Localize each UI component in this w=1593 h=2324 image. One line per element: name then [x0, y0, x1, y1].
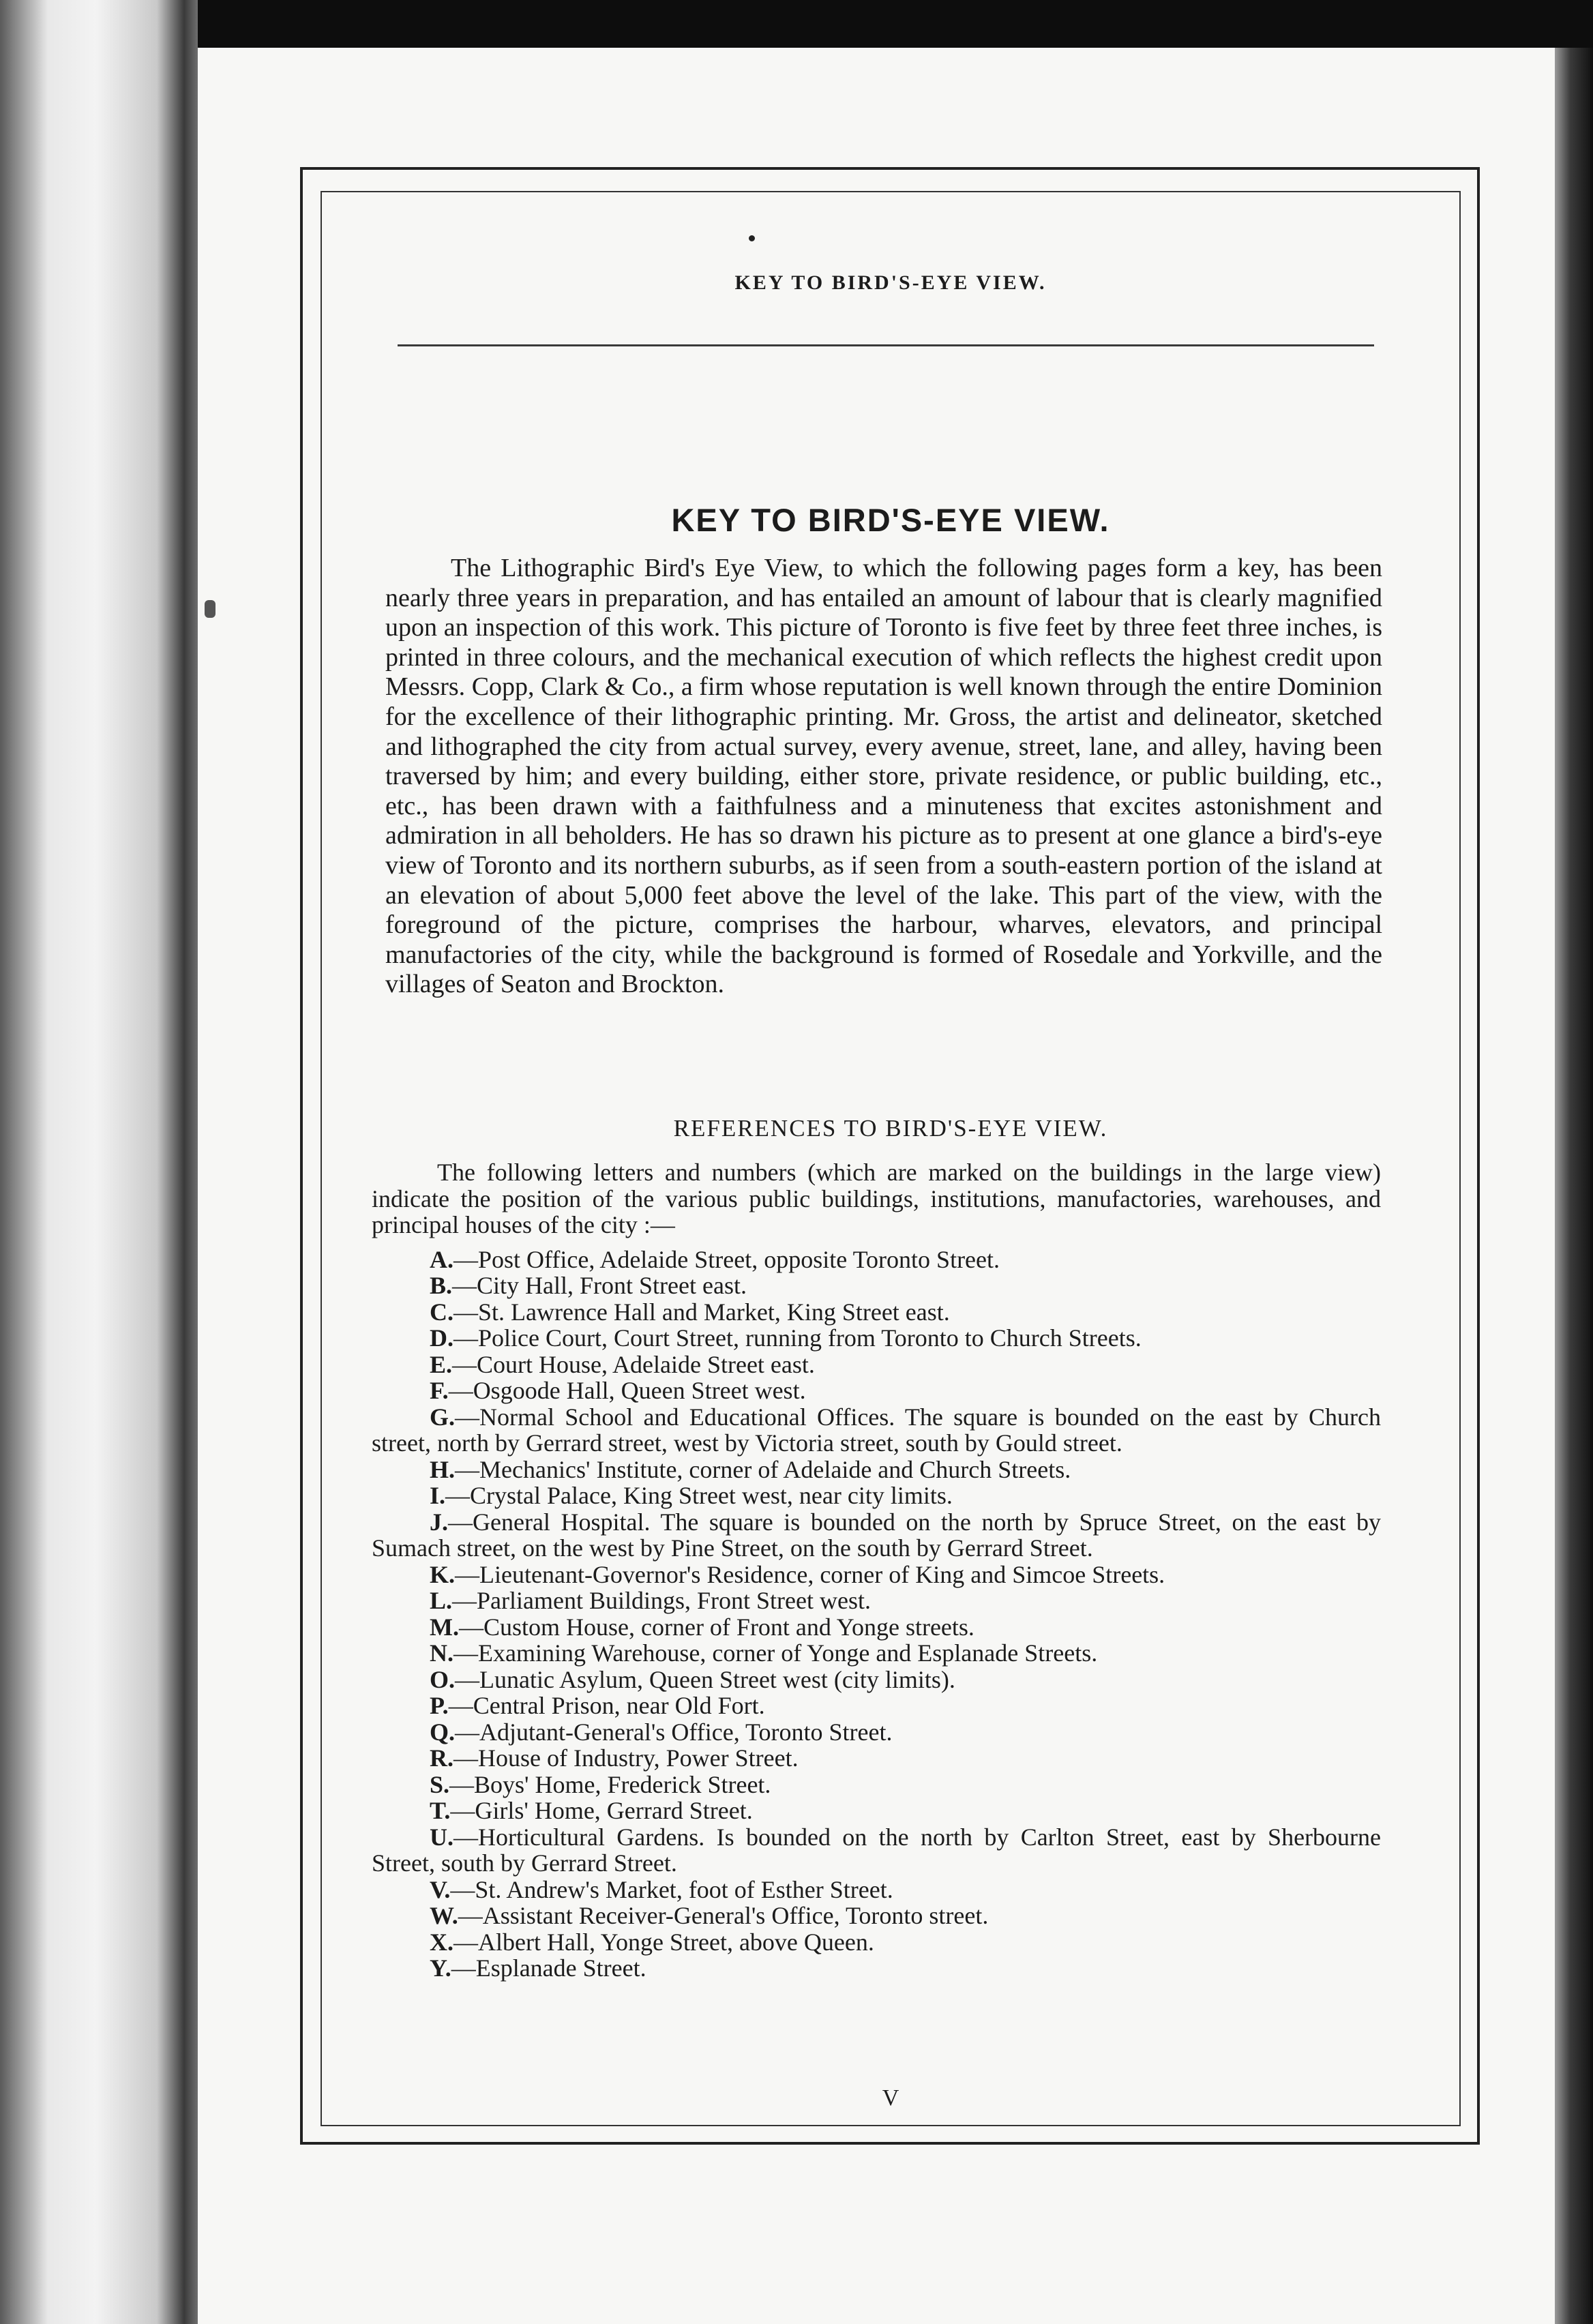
page-title: KEY TO BIRD'S-EYE VIEW.	[671, 502, 1110, 538]
reference-item	[372, 1299, 1381, 1326]
header-rule	[398, 344, 1374, 346]
reference-letter: B.	[430, 1272, 453, 1299]
reference-item	[372, 1325, 1381, 1352]
reference-item	[372, 1772, 1381, 1798]
reference-item	[372, 1562, 1381, 1588]
references-list	[372, 1159, 1381, 1982]
reference-item	[372, 1404, 1381, 1457]
reference-item	[372, 1693, 1381, 1719]
reference-text: —Girls' Home, Gerrard Street.	[450, 1797, 753, 1824]
reference-text: —Lunatic Asylum, Queen Street west (city limits).	[455, 1665, 955, 1693]
reference-text: —Mechanics' Institute, corner of Adelaide and Church Streets.	[455, 1455, 1071, 1483]
reference-item	[372, 1877, 1381, 1903]
reference-item	[372, 1955, 1381, 1982]
reference-text: —Horticultural Gardens. Is bounded on the north by Carlton Street, east by Sherbourne Street, south by Gerrard Street.	[372, 1823, 1381, 1877]
reference-item	[372, 1745, 1381, 1772]
reference-item	[372, 1483, 1381, 1509]
scan-top-edge	[0, 0, 1593, 48]
reference-text: —Adjutant-General's Office, Toronto Street.	[455, 1718, 893, 1746]
reference-text: —Boys' Home, Frederick Street.	[449, 1770, 771, 1798]
reference-text: —General Hospital. The square is bounded on the north by Spruce Street, on the east by Sumach street, on the west by Pine Street, on the south by Gerrard Street.	[372, 1508, 1381, 1562]
ornament-dot	[749, 235, 755, 241]
reference-text: —Post Office, Adelaide Street, opposite Toronto Street.	[453, 1245, 1000, 1273]
reference-letter: K.	[430, 1560, 456, 1588]
reference-letter: M.	[430, 1613, 459, 1641]
reference-item	[372, 1352, 1381, 1378]
reference-text: —Court House, Adelaide Street east.	[452, 1350, 815, 1378]
page-number: V	[882, 2085, 899, 2111]
reference-text: —Custom House, corner of Front and Yonge streets.	[458, 1613, 974, 1641]
reference-item	[372, 1509, 1381, 1562]
references-intro: The following letters and numbers (which are marked on the buildings in the large view) indicate the position of the various public buildings, institutions, manufactories, warehouses, and principal houses of the city :—	[372, 1159, 1381, 1238]
reference-letter: U.	[430, 1823, 453, 1851]
reference-letter: S.	[430, 1770, 450, 1798]
reference-text: —Albert Hall, Yonge Street, above Queen.	[453, 1928, 874, 1956]
reference-item	[372, 1798, 1381, 1824]
reference-text: —Crystal Palace, King Street west, near city limits.	[445, 1482, 953, 1509]
reference-letter: W.	[430, 1902, 458, 1929]
reference-item	[372, 1719, 1381, 1746]
reference-item	[372, 1588, 1381, 1614]
scan-right-edge	[1555, 48, 1593, 2324]
references-heading: REFERENCES TO BIRD'S-EYE VIEW.	[673, 1115, 1108, 1142]
reference-letter: A.	[430, 1245, 453, 1273]
reference-text: —Examining Warehouse, corner of Yonge and Esplanade Streets.	[453, 1639, 1098, 1667]
reference-letter: J.	[430, 1508, 448, 1536]
reference-item	[372, 1903, 1381, 1929]
reference-letter: I.	[430, 1482, 446, 1509]
reference-letter: X.	[430, 1928, 453, 1956]
book-binding-edge	[0, 0, 198, 2324]
running-head: KEY TO BIRD'S-EYE VIEW.	[734, 271, 1047, 294]
reference-text: —Osgoode Hall, Queen Street west.	[448, 1377, 806, 1404]
reference-text: —St. Lawrence Hall and Market, King Street east.	[453, 1298, 950, 1326]
reference-item	[372, 1614, 1381, 1641]
reference-letter: D.	[430, 1324, 453, 1352]
reference-text: —City Hall, Front Street east.	[452, 1272, 747, 1299]
reference-letter: N.	[430, 1639, 453, 1667]
reference-letter: Y.	[430, 1954, 451, 1982]
reference-text: —Esplanade Street.	[451, 1954, 646, 1982]
reference-text: —House of Industry, Power Street.	[453, 1744, 799, 1772]
reference-text: —Assistant Receiver-General's Office, Toronto street.	[458, 1902, 989, 1929]
reference-letter: O.	[430, 1665, 456, 1693]
reference-text: —Normal School and Educational Offices. The square is bounded on the east by Church street, north by Gerrard street, west by Victoria street, south by Gould street.	[372, 1403, 1381, 1457]
reference-letter: L.	[430, 1587, 453, 1614]
reference-item	[372, 1824, 1381, 1877]
reference-letter: E.	[430, 1350, 453, 1378]
reference-letter: V.	[430, 1875, 451, 1903]
reference-letter: R.	[430, 1744, 453, 1772]
reference-item	[372, 1667, 1381, 1693]
reference-letter: P.	[430, 1692, 449, 1719]
reference-item	[372, 1377, 1381, 1404]
reference-item	[372, 1247, 1381, 1273]
reference-letter: G.	[430, 1403, 456, 1431]
reference-item	[372, 1457, 1381, 1483]
page-blemish	[205, 600, 215, 618]
reference-text: —Parliament Buildings, Front Street west.	[452, 1587, 871, 1614]
reference-text: —Police Court, Court Street, running from Toronto to Church Streets.	[453, 1324, 1142, 1352]
reference-text: —Central Prison, near Old Fort.	[448, 1692, 765, 1719]
reference-text: —Lieutenant-Governor's Residence, corner of King and Simcoe Streets.	[455, 1560, 1165, 1588]
reference-letter: C.	[430, 1298, 453, 1326]
reference-item	[372, 1640, 1381, 1667]
intro-paragraph: The Lithographic Bird's Eye View, to which the following pages form a key, has been nearly three years in preparation, and has entailed an amount of labour that is clearly magnified upon an inspection of this work. This picture of Toronto is five feet by three feet three inches, is printed in three colours, and the mechanical execution of which reflects the highest credit upon Messrs. Copp, Clark & Co., a firm whose reputation is well known through the entire Dominion for the excellence of their lithographic printing. Mr. Gross, the artist and delineator, sketched and lithographed the city from actual survey, every avenue, street, lane, and alley, having been traversed by him; and every building, either store, private residence, or public building, etc., etc., has been drawn with a faithfulness and a minuteness that excites astonishment and admiration in all beholders. He has so drawn his picture as to present at one glance a bird's-eye view of Toronto and its northern suburbs, as if seen from a south-eastern portion of the island at an elevation of about 5,000 feet above the level of the lake. This part of the view, with the foreground of the picture, comprises the harbour, wharves, elevators, and principal manufactories of the city, while the background is formed of Rosedale and Yorkville, and the villages of Seaton and Brockton.	[385, 554, 1382, 999]
reference-item	[372, 1929, 1381, 1956]
reference-letter: T.	[430, 1797, 451, 1824]
reference-letter: Q.	[430, 1718, 456, 1746]
reference-letter: H.	[430, 1455, 456, 1483]
reference-letter: F.	[430, 1377, 449, 1404]
reference-item	[372, 1272, 1381, 1299]
intro-text-block	[385, 554, 1382, 1000]
reference-text: —St. Andrew's Market, foot of Esther Street.	[450, 1875, 893, 1903]
